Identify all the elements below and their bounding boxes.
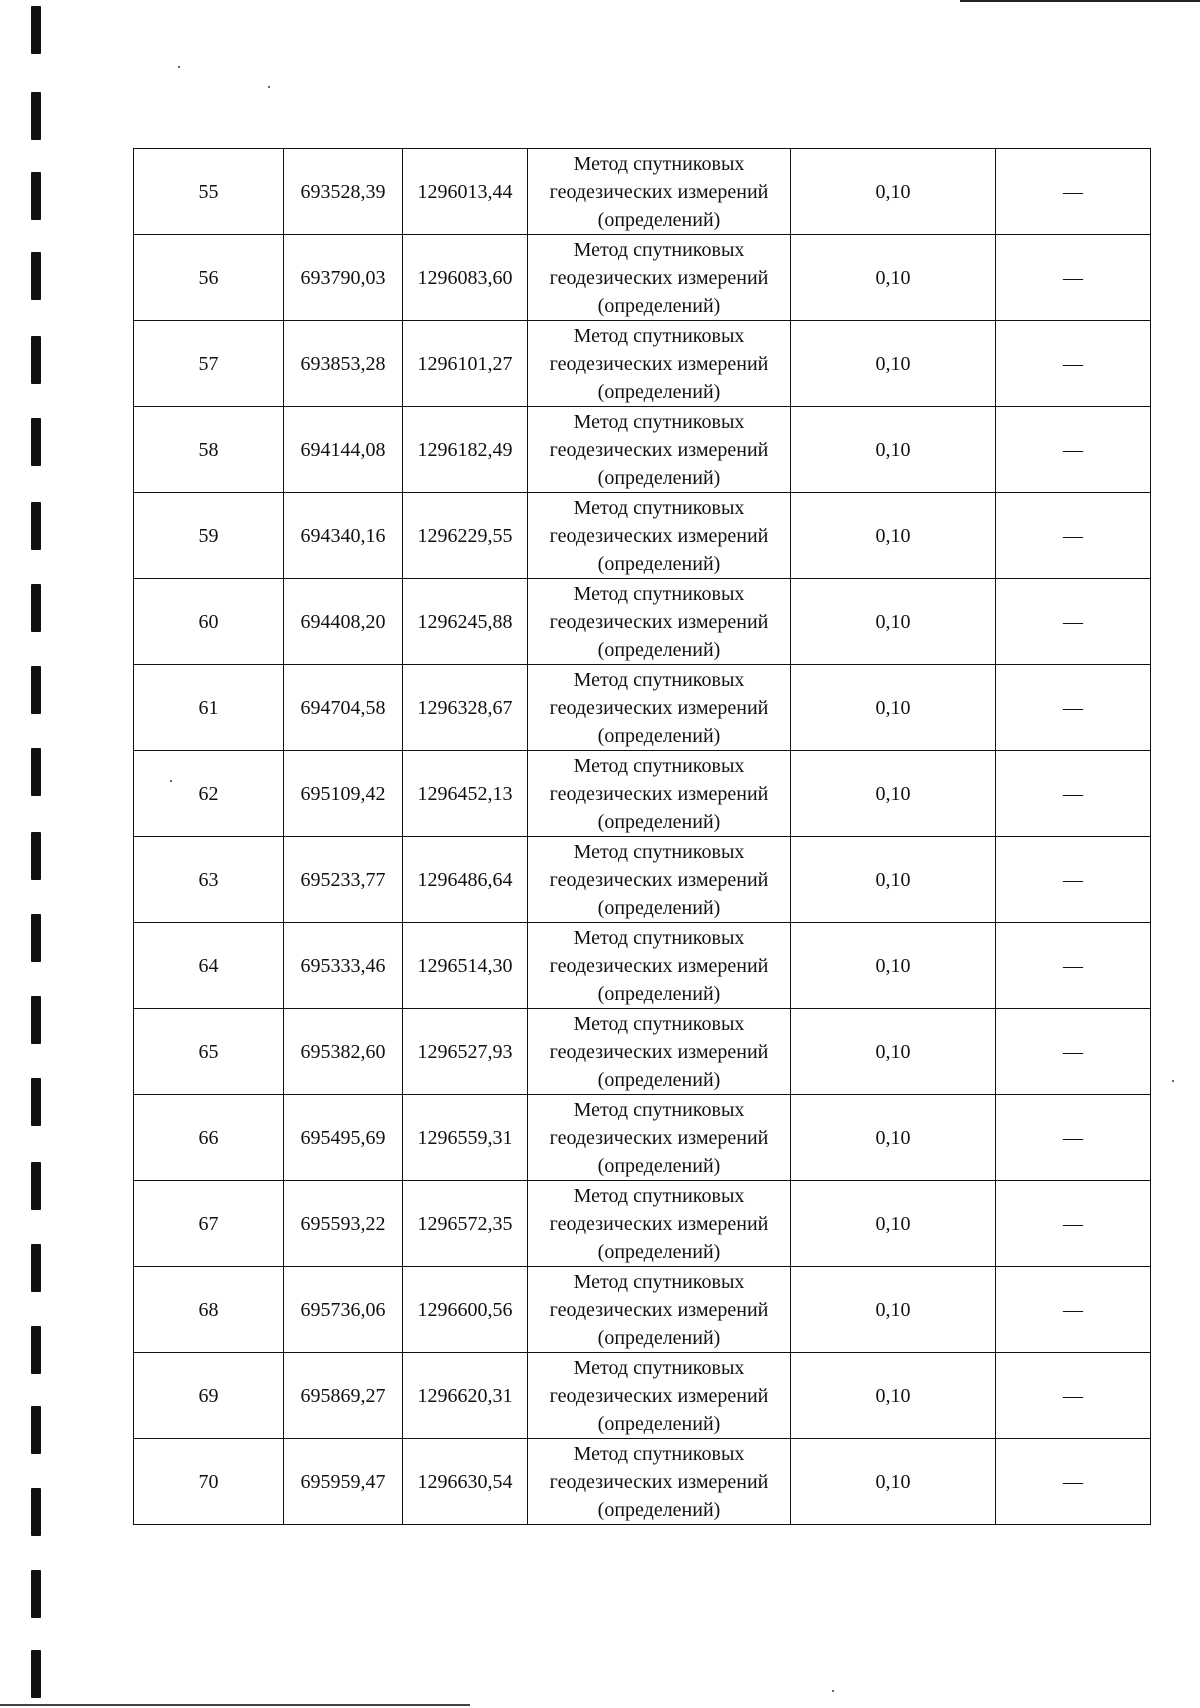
note-dash: — [1063, 524, 1083, 547]
coordinates-table-wrap [133, 148, 1150, 1525]
method-line: (определений) [597, 810, 721, 833]
binding-hole-mark [31, 748, 41, 796]
accuracy-cell: 0,10 [791, 665, 996, 751]
table-row [134, 1439, 1151, 1525]
method-cell [528, 407, 791, 493]
y-coordinate-cell: 1296620,31 [403, 1353, 528, 1439]
x-coordinate-cell: 695109,42 [284, 751, 403, 837]
point-number-cell: 69 [134, 1353, 284, 1439]
method-cell [528, 837, 791, 923]
binding-hole-mark [31, 92, 41, 140]
method-line: Метод спутниковых [573, 926, 745, 949]
binding-hole-mark [31, 1244, 41, 1292]
x-coordinate-cell: 693853,28 [284, 321, 403, 407]
x-coordinate-cell: 695959,47 [284, 1439, 403, 1525]
table-row [134, 665, 1151, 751]
method-line: геодезических измерений [549, 1384, 769, 1407]
method-cell [528, 1181, 791, 1267]
table-row [134, 579, 1151, 665]
method-line: геодезических измерений [549, 696, 769, 719]
binding-hole-mark [31, 502, 41, 550]
note-dash: — [1063, 696, 1083, 719]
method-line: Метод спутниковых [573, 668, 745, 691]
scan-speck [1172, 1080, 1174, 1082]
method-line: Метод спутниковых [573, 1442, 745, 1465]
method-line: (определений) [597, 1068, 721, 1091]
point-number-cell: 60 [134, 579, 284, 665]
method-line: (определений) [597, 466, 721, 489]
y-coordinate-cell: 1296083,60 [403, 235, 528, 321]
note-cell [996, 1095, 1151, 1181]
binding-hole-mark [31, 1570, 41, 1618]
x-coordinate-cell: 695495,69 [284, 1095, 403, 1181]
method-line: Метод спутниковых [573, 1270, 745, 1293]
method-line: геодезических измерений [549, 1126, 769, 1149]
point-number-cell: 66 [134, 1095, 284, 1181]
binding-hole-mark [31, 1650, 41, 1698]
note-cell [996, 321, 1151, 407]
accuracy-cell: 0,10 [791, 1095, 996, 1181]
point-number-cell: 59 [134, 493, 284, 579]
method-cell [528, 235, 791, 321]
binding-hole-mark [31, 1078, 41, 1126]
note-cell [996, 751, 1151, 837]
point-number-cell: 55 [134, 149, 284, 235]
accuracy-cell: 0,10 [791, 1267, 996, 1353]
point-number-cell: 65 [134, 1009, 284, 1095]
method-line: Метод спутниковых [573, 238, 745, 261]
x-coordinate-cell: 693528,39 [284, 149, 403, 235]
method-cell [528, 751, 791, 837]
method-line: Метод спутниковых [573, 754, 745, 777]
note-cell [996, 493, 1151, 579]
note-dash: — [1063, 868, 1083, 891]
binding-hole-mark [31, 1406, 41, 1454]
note-dash: — [1063, 352, 1083, 375]
table-body [134, 149, 1151, 1525]
method-line: Метод спутниковых [573, 1012, 745, 1035]
y-coordinate-cell: 1296182,49 [403, 407, 528, 493]
note-dash: — [1063, 1126, 1083, 1149]
x-coordinate-cell: 693790,03 [284, 235, 403, 321]
method-line: геодезических измерений [549, 1040, 769, 1063]
x-coordinate-cell: 695382,60 [284, 1009, 403, 1095]
table-row [134, 923, 1151, 1009]
note-dash: — [1063, 180, 1083, 203]
y-coordinate-cell: 1296328,67 [403, 665, 528, 751]
note-dash: — [1063, 782, 1083, 805]
x-coordinate-cell: 695593,22 [284, 1181, 403, 1267]
method-line: геодезических измерений [549, 1212, 769, 1235]
table-row [134, 837, 1151, 923]
point-number-cell: 64 [134, 923, 284, 1009]
method-line: геодезических измерений [549, 352, 769, 375]
method-line: (определений) [597, 1498, 721, 1521]
note-cell [996, 149, 1151, 235]
method-cell [528, 1439, 791, 1525]
binding-hole-mark [31, 418, 41, 466]
note-cell [996, 1181, 1151, 1267]
binding-hole-mark [31, 1162, 41, 1210]
method-line: Метод спутниковых [573, 582, 745, 605]
note-cell [996, 235, 1151, 321]
note-dash: — [1063, 954, 1083, 977]
method-line: (определений) [597, 1412, 721, 1435]
method-cell [528, 665, 791, 751]
point-number-cell: 56 [134, 235, 284, 321]
x-coordinate-cell: 694704,58 [284, 665, 403, 751]
table-row [134, 1181, 1151, 1267]
x-coordinate-cell: 695736,06 [284, 1267, 403, 1353]
accuracy-cell: 0,10 [791, 923, 996, 1009]
table-row [134, 1009, 1151, 1095]
note-dash: — [1063, 1384, 1083, 1407]
scan-speck [832, 1690, 834, 1692]
method-cell [528, 149, 791, 235]
point-number-cell: 63 [134, 837, 284, 923]
method-line: Метод спутниковых [573, 410, 745, 433]
note-cell [996, 1439, 1151, 1525]
method-cell [528, 579, 791, 665]
binding-hole-mark [31, 172, 41, 220]
binding-hole-mark [31, 1488, 41, 1536]
method-line: геодезических измерений [549, 868, 769, 891]
table-row [134, 1095, 1151, 1181]
note-dash: — [1063, 438, 1083, 461]
note-cell [996, 407, 1151, 493]
binding-hole-mark [31, 996, 41, 1044]
accuracy-cell: 0,10 [791, 149, 996, 235]
binding-hole-mark [31, 584, 41, 632]
method-cell [528, 923, 791, 1009]
method-line: геодезических измерений [549, 180, 769, 203]
note-dash: — [1063, 1212, 1083, 1235]
y-coordinate-cell: 1296630,54 [403, 1439, 528, 1525]
method-cell [528, 1009, 791, 1095]
y-coordinate-cell: 1296572,35 [403, 1181, 528, 1267]
method-line: (определений) [597, 1240, 721, 1263]
point-number-cell: 68 [134, 1267, 284, 1353]
table-row [134, 149, 1151, 235]
accuracy-cell: 0,10 [791, 407, 996, 493]
accuracy-cell: 0,10 [791, 1009, 996, 1095]
method-line: Метод спутниковых [573, 496, 745, 519]
bottom-edge-rule [0, 1704, 470, 1706]
method-line: (определений) [597, 1326, 721, 1349]
binding-marks [31, 0, 43, 1708]
method-line: геодезических измерений [549, 782, 769, 805]
table-row [134, 235, 1151, 321]
y-coordinate-cell: 1296486,64 [403, 837, 528, 923]
table-row [134, 407, 1151, 493]
table-row [134, 1267, 1151, 1353]
y-coordinate-cell: 1296452,13 [403, 751, 528, 837]
y-coordinate-cell: 1296101,27 [403, 321, 528, 407]
point-number-cell: 58 [134, 407, 284, 493]
method-line: геодезических измерений [549, 610, 769, 633]
y-coordinate-cell: 1296559,31 [403, 1095, 528, 1181]
y-coordinate-cell: 1296600,56 [403, 1267, 528, 1353]
accuracy-cell: 0,10 [791, 751, 996, 837]
point-number-cell: 61 [134, 665, 284, 751]
method-line: (определений) [597, 552, 721, 575]
accuracy-cell: 0,10 [791, 579, 996, 665]
method-line: (определений) [597, 724, 721, 747]
table-row [134, 321, 1151, 407]
note-cell [996, 1353, 1151, 1439]
accuracy-cell: 0,10 [791, 321, 996, 407]
binding-hole-mark [31, 832, 41, 880]
y-coordinate-cell: 1296514,30 [403, 923, 528, 1009]
method-line: (определений) [597, 1154, 721, 1177]
x-coordinate-cell: 695869,27 [284, 1353, 403, 1439]
accuracy-cell: 0,10 [791, 1181, 996, 1267]
method-line: (определений) [597, 638, 721, 661]
method-cell [528, 493, 791, 579]
method-line: Метод спутниковых [573, 1098, 745, 1121]
method-line: (определений) [597, 380, 721, 403]
note-cell [996, 665, 1151, 751]
method-cell [528, 1353, 791, 1439]
binding-hole-mark [31, 336, 41, 384]
method-line: геодезических измерений [549, 438, 769, 461]
x-coordinate-cell: 695333,46 [284, 923, 403, 1009]
method-line: (определений) [597, 982, 721, 1005]
table-row [134, 1353, 1151, 1439]
method-line: (определений) [597, 294, 721, 317]
table-row [134, 751, 1151, 837]
x-coordinate-cell: 694408,20 [284, 579, 403, 665]
method-cell [528, 1095, 791, 1181]
y-coordinate-cell: 1296229,55 [403, 493, 528, 579]
scan-speck [268, 86, 270, 88]
method-line: геодезических измерений [549, 266, 769, 289]
accuracy-cell: 0,10 [791, 493, 996, 579]
accuracy-cell: 0,10 [791, 837, 996, 923]
method-line: геодезических измерений [549, 954, 769, 977]
binding-hole-mark [31, 1326, 41, 1374]
method-line: Метод спутниковых [573, 1184, 745, 1207]
note-cell [996, 579, 1151, 665]
point-number-cell: 67 [134, 1181, 284, 1267]
method-line: (определений) [597, 208, 721, 231]
accuracy-cell: 0,10 [791, 1439, 996, 1525]
binding-hole-mark [31, 666, 41, 714]
note-dash: — [1063, 610, 1083, 633]
table-row [134, 493, 1151, 579]
y-coordinate-cell: 1296527,93 [403, 1009, 528, 1095]
note-cell [996, 923, 1151, 1009]
method-cell [528, 1267, 791, 1353]
note-dash: — [1063, 1040, 1083, 1063]
note-cell [996, 1009, 1151, 1095]
x-coordinate-cell: 695233,77 [284, 837, 403, 923]
method-line: Метод спутниковых [573, 324, 745, 347]
point-number-cell: 57 [134, 321, 284, 407]
note-cell [996, 837, 1151, 923]
method-line: Метод спутниковых [573, 152, 745, 175]
method-line: геодезических измерений [549, 1298, 769, 1321]
method-cell [528, 321, 791, 407]
y-coordinate-cell: 1296013,44 [403, 149, 528, 235]
note-dash: — [1063, 1470, 1083, 1493]
point-number-cell: 70 [134, 1439, 284, 1525]
method-line: геодезических измерений [549, 524, 769, 547]
point-number-cell: 62 [134, 751, 284, 837]
method-line: геодезических измерений [549, 1470, 769, 1493]
y-coordinate-cell: 1296245,88 [403, 579, 528, 665]
coordinates-table [133, 148, 1151, 1525]
binding-hole-mark [31, 6, 41, 54]
method-line: Метод спутниковых [573, 1356, 745, 1379]
x-coordinate-cell: 694144,08 [284, 407, 403, 493]
note-dash: — [1063, 266, 1083, 289]
top-edge-rule [960, 0, 1200, 2]
x-coordinate-cell: 694340,16 [284, 493, 403, 579]
binding-hole-mark [31, 252, 41, 300]
accuracy-cell: 0,10 [791, 1353, 996, 1439]
accuracy-cell: 0,10 [791, 235, 996, 321]
note-dash: — [1063, 1298, 1083, 1321]
binding-hole-mark [31, 914, 41, 962]
method-line: (определений) [597, 896, 721, 919]
method-line: Метод спутниковых [573, 840, 745, 863]
scan-speck [178, 66, 180, 68]
note-cell [996, 1267, 1151, 1353]
